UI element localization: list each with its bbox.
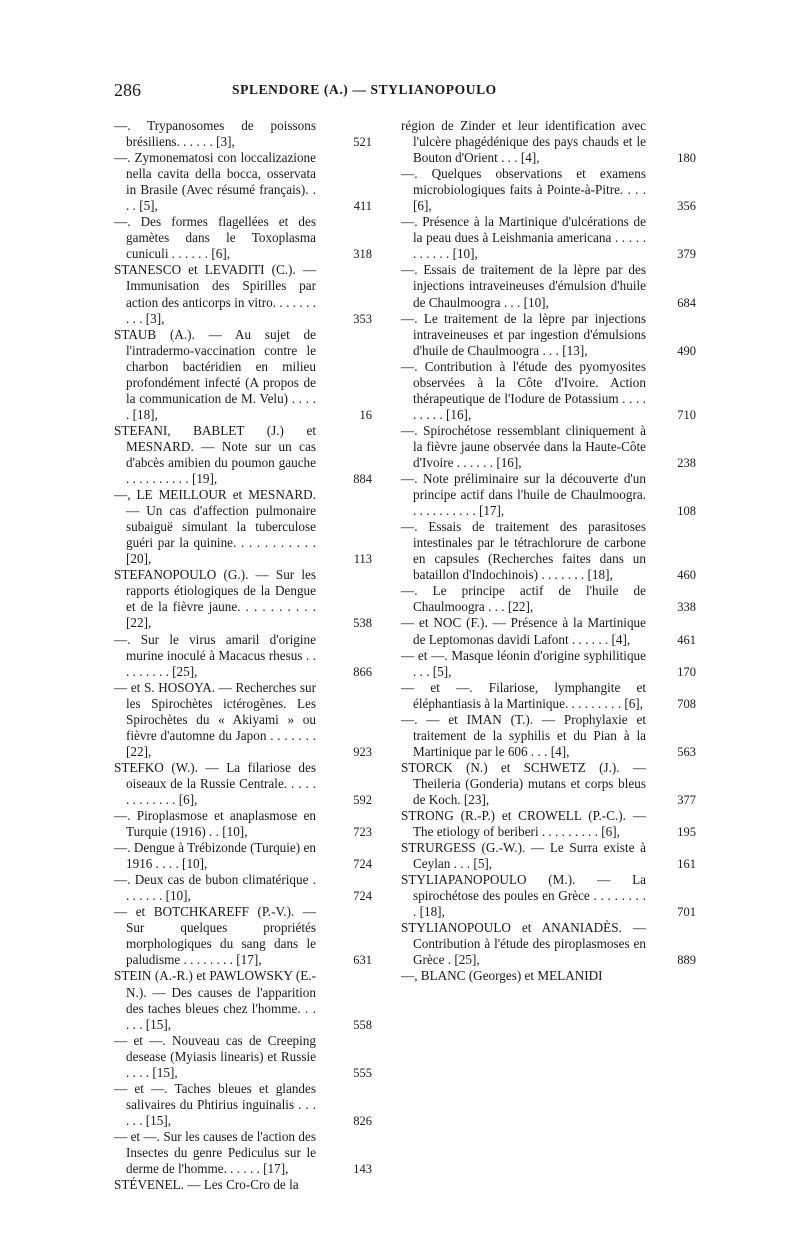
index-entry <box>401 760 696 808</box>
entry-text: STEFKO (W.). — La filariose des oiseaux de la Russie Centrale. . . . . . . . . . . . . [6], <box>114 759 316 807</box>
index-entry <box>401 648 696 680</box>
entry-page-ref: 170 <box>677 664 696 679</box>
index-entry <box>401 712 696 760</box>
entry-text: — et —. Taches bleues et glandes salivaires du Phtirius inguinalis . . . . . . [15], <box>114 1080 316 1128</box>
index-entry <box>401 118 696 166</box>
index-entry <box>114 1081 372 1129</box>
entry-page-ref: 708 <box>677 696 696 711</box>
entry-text: STAUB (A.). — Au sujet de l'intradermo-vaccination contre le charbon bactéridien en milieu profondément infecté (A propos de la communication de M. Velu) . . . . . [18], <box>114 326 316 422</box>
index-entry <box>401 872 696 920</box>
entry-text: —. Spirochétose ressemblant cliniquement à la fièvre jaune observée dans la Haute-Côte d'Ivoire . . . . . . [16], <box>401 422 646 470</box>
index-entry <box>401 519 696 583</box>
entry-text: —. — et IMAN (T.). — Prophylaxie et traitement de la syphilis et du Pian à la Martinique par le 606 . . . [4], <box>401 711 646 759</box>
entry-page-ref: 161 <box>677 857 696 872</box>
entry-text: STYLIAPANOPOULO (M.). — La spirochétose des poules en Grèce . . . . . . . . . [18], <box>401 872 646 920</box>
entry-text: STEFANI, BABLET (J.) et MESNARD. — Note sur un cas d'abcès amibien du poumon gauche . . . . . . . . . . [19], <box>114 422 316 487</box>
entry-page-ref: 490 <box>677 343 696 358</box>
entry-text: — et BOTCHKAREFF (P.-V.). — Sur quelques propriétés morphologiques du sang dans le paludisme . . . . . . . . [17], <box>114 904 316 968</box>
index-entry <box>114 1129 372 1177</box>
index-entry <box>401 583 696 615</box>
entry-page-ref: 379 <box>677 247 696 262</box>
entry-page-ref: 866 <box>353 664 372 679</box>
entry-page-ref: 180 <box>677 151 696 166</box>
index-entry <box>114 487 372 567</box>
entry-page-ref: 923 <box>353 744 372 759</box>
right-column <box>401 118 696 985</box>
entry-page-ref: 826 <box>353 1113 372 1128</box>
entry-text: —. Trypanosomes de poissons brésiliens. . . . . . [3], <box>114 118 316 150</box>
entry-text: —. Quelques observations et examens microbiologiques faits à Pointe-à-Pitre. . . . [6], <box>401 166 646 214</box>
index-entry <box>114 262 372 326</box>
entry-text: STORCK (N.) et SCHWETZ (J.). — Theileria (Gonderia) mutans et corps bleus de Koch. [23], <box>401 759 646 807</box>
entry-page-ref: 701 <box>677 905 696 920</box>
entry-page-ref: 684 <box>677 295 696 310</box>
page-number: 286 <box>114 80 141 100</box>
index-entry <box>401 423 696 471</box>
entry-page-ref: 558 <box>353 1017 372 1032</box>
entry-text: —. Deux cas de bubon climatérique . . . . . . . [10], <box>114 872 316 904</box>
entry-page-ref: 195 <box>677 825 696 840</box>
entry-page-ref: 563 <box>677 744 696 759</box>
entry-page-ref: 723 <box>353 825 372 840</box>
index-entry <box>114 118 372 150</box>
index-entry <box>114 567 372 631</box>
entry-text: — et —. Masque léonin d'origine syphilitique . . . [5], <box>401 647 646 679</box>
entry-text: —, LE MEILLOUR et MESNARD. — Un cas d'affection pulmonaire subaiguë simulant la tuberculose guéri par la quinine. . . . . . . . . . . [20], <box>114 487 316 567</box>
index-entry <box>114 327 372 423</box>
entry-page-ref: 461 <box>677 632 696 647</box>
entry-page-ref: 353 <box>353 311 372 326</box>
entry-text: —. Le principe actif de l'huile de Chaulmoogra . . . [22], <box>401 583 646 615</box>
index-entry <box>401 968 696 984</box>
index-entry <box>114 214 372 262</box>
entry-text: —. Note préliminaire sur la découverte d'un principe actif dans l'huile de Chaulmoogra. . . . . . . . . . . [17], <box>401 471 646 519</box>
entry-text: —. Présence à la Martinique d'ulcérations de la peau dues à Leishmania americana . . . . . . . . . . . [10], <box>401 214 646 262</box>
entry-page-ref: 889 <box>677 953 696 968</box>
entry-page-ref: 592 <box>353 792 372 807</box>
entry-page-ref: 338 <box>677 600 696 615</box>
index-entry <box>401 840 696 872</box>
entry-text: STÉVENEL. — Les Cro-Cro de la <box>114 1177 299 1193</box>
entry-text: — et —. Sur les causes de l'action des Insectes du genre Pediculus sur le derme de l'homme. . . . . . [17], <box>114 1128 316 1177</box>
index-entry <box>401 615 696 647</box>
index-entry <box>114 1033 372 1081</box>
index-entry <box>401 214 696 262</box>
entry-page-ref: 143 <box>353 1162 372 1177</box>
index-entry <box>114 904 372 968</box>
index-entry <box>401 166 696 214</box>
index-entry <box>401 680 696 712</box>
entry-text: STRURGESS (G.-W.). — Le Surra existe à Ceylan . . . [5], <box>401 840 646 872</box>
entry-page-ref: 238 <box>677 455 696 470</box>
entry-page-ref: 884 <box>353 472 372 487</box>
left-column <box>114 118 372 1193</box>
entry-text: STRONG (R.-P.) et CROWELL (P.-C.). — The etiology of beriberi . . . . . . . . . [6], <box>401 808 646 840</box>
index-entry <box>114 680 372 760</box>
entry-page-ref: 538 <box>353 616 372 631</box>
entry-page-ref: 555 <box>353 1065 372 1080</box>
index-entry <box>114 968 372 1032</box>
entry-text: —. Le traitement de la lèpre par injections intraveineuses et par ingestion d'émulsions d'huile de Chaulmoogra . . . [13], <box>401 310 646 358</box>
entry-text: — et S. HOSOYA. — Recherches sur les Spirochètes ictérogènes. Les Spirochètes du « Akiyami » ou fièvre d'automne du Japon . . . . . . . [22], <box>114 679 316 759</box>
entry-text: —, BLANC (Georges) et MELANIDI <box>401 968 603 984</box>
entry-text: STYLIANOPOULO et ANANIADÈS. — Contribution à l'étude des piroplasmoses en Grèce . [25], <box>401 920 646 968</box>
entry-text: —. Dengue à Trébizonde (Turquie) en 1916 . . . . [10], <box>114 840 316 872</box>
index-entry <box>114 1177 372 1193</box>
entry-page-ref: 724 <box>353 889 372 904</box>
index-entry <box>401 262 696 310</box>
running-head: SPLENDORE (A.) — STYLIANOPOULO <box>232 82 497 97</box>
entry-page-ref: 521 <box>353 135 372 150</box>
entry-page-ref: 318 <box>353 247 372 262</box>
entry-text: —. Essais de traitement de la lèpre par des injections intraveineuses d'émulsion d'huile de Chaulmoogra . . . [10], <box>401 262 646 310</box>
entry-text: —. Des formes flagellées et des gamètes dans le Toxoplasma cuniculi . . . . . . [6], <box>114 214 316 262</box>
index-entry <box>114 872 372 904</box>
index-entry <box>114 808 372 840</box>
entry-text: —. Piroplasmose et anaplasmose en Turquie (1916) . . [10], <box>114 808 316 840</box>
entry-page-ref: 16 <box>359 407 372 422</box>
entry-page-ref: 710 <box>677 407 696 422</box>
entry-text: —. Essais de traitement des parasitoses intestinales par le tétrachlorure de carbone en capsules (Recherches faites dans un bataillon d'Indochinois) . . . . . . . [18], <box>401 519 646 583</box>
index-entry <box>114 423 372 487</box>
entry-text: —. Sur le virus amaril d'origine murine inoculé à Macacus rhesus . . . . . . . . . [25], <box>114 631 316 679</box>
entry-page-ref: 460 <box>677 568 696 583</box>
index-entry <box>401 920 696 968</box>
entry-text: région de Zinder et leur identification avec l'ulcère phagédénique des pays chauds et le Bouton d'Orient . . . [4], <box>401 118 646 166</box>
entry-text: STEFANOPOULO (G.). — Sur les rapports étiologiques de la Dengue et de la fièvre jaune. . . . . . . . . . [22], <box>114 567 316 631</box>
index-entry <box>401 359 696 423</box>
index-entry <box>401 471 696 519</box>
entry-text: STEIN (A.-R.) et PAWLOWSKY (E.-N.). — Des causes de l'apparition des taches bleues chez l'homme. . . . . . [15], <box>114 968 316 1032</box>
entry-text: — et —. Nouveau cas de Creeping desease (Myiasis linearis) et Russie . . . . [15], <box>114 1032 316 1080</box>
index-entry <box>401 311 696 359</box>
index-entry <box>114 150 372 214</box>
entry-text: —. Contribution à l'étude des pyomyosites observées à la Côte d'Ivoire. Action thérapeutique de l'Iodure de Potassium . . . . . . . . . [16], <box>401 358 646 422</box>
entry-page-ref: 356 <box>677 199 696 214</box>
entry-page-ref: 377 <box>677 792 696 807</box>
index-entry <box>114 840 372 872</box>
index-entry <box>114 760 372 808</box>
entry-page-ref: 108 <box>677 504 696 519</box>
entry-text: —. Zymonematosi con loccalizazione nella cavita della bocca, osservata in Brasile (Avec résumé français). . . . [5], <box>114 150 316 214</box>
entry-page-ref: 113 <box>353 552 372 567</box>
index-entry <box>114 632 372 680</box>
entry-page-ref: 411 <box>353 199 372 214</box>
entry-text: — et —. Filariose, lymphangite et éléphantiasis à la Martinique. . . . . . . . . [6], <box>401 679 646 711</box>
entry-page-ref: 631 <box>353 953 372 968</box>
index-entry <box>401 808 696 840</box>
entry-text: STANESCO et LEVADITI (C.). — Immunisation des Spirilles par action des anticorps in vitro. . . . . . . . . . [3], <box>114 262 316 326</box>
entry-page-ref: 724 <box>353 857 372 872</box>
entry-text: — et NOC (F.). — Présence à la Martinique de Leptomonas davidi Lafont . . . . . . [4], <box>401 615 646 647</box>
